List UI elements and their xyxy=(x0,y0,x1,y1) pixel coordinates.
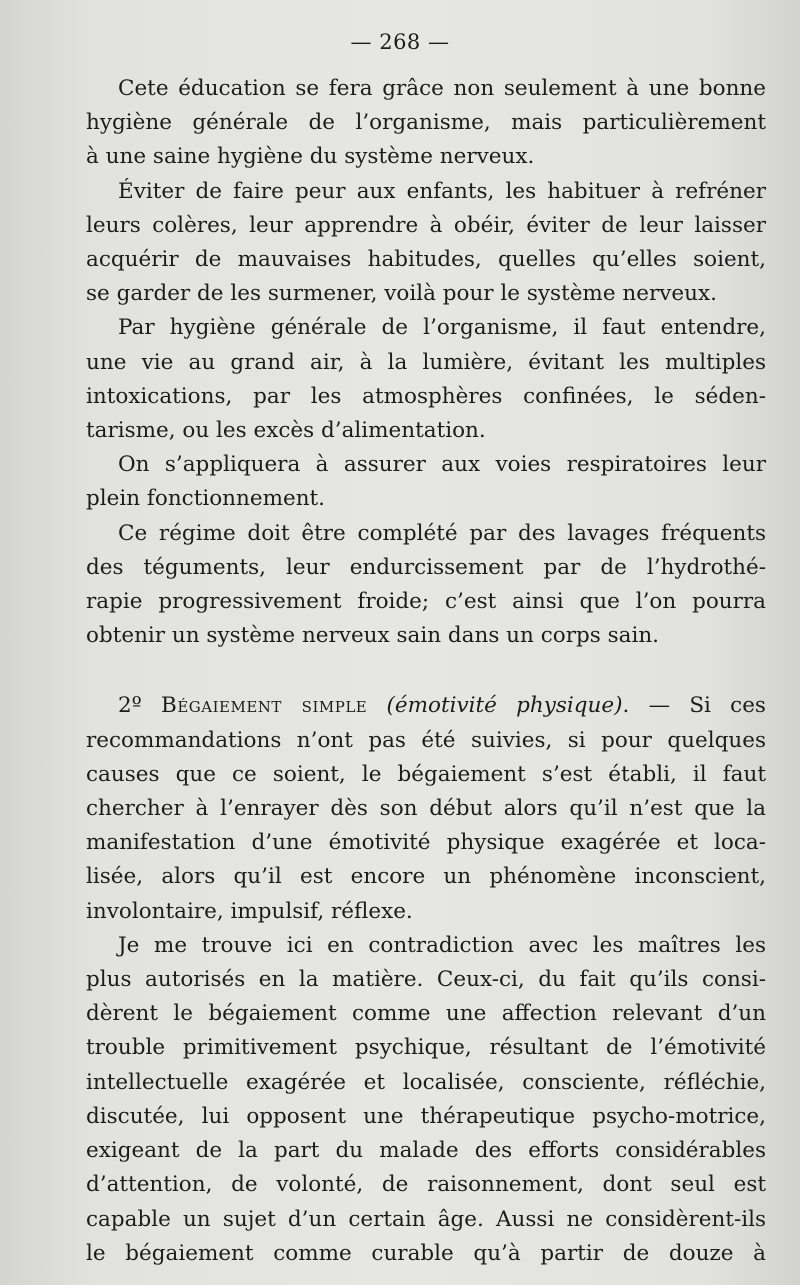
section-begaiement-simple xyxy=(86,689,766,928)
paragraph-eviter xyxy=(86,175,766,312)
text-line: recommandations n’ont pas été suivies, si pour quelques xyxy=(86,727,766,753)
text-line: intoxications, par les atmosphères confinées, le séden- xyxy=(86,383,766,409)
text-line: Je me trouve ici en contradiction avec les maîtres les xyxy=(118,932,766,958)
text-line: Cete éducation se fera grâce non seulement à une bonne xyxy=(118,76,766,101)
text-line: plus autorisés en la matière. Ceux-ci, du fait qu’ils consi- xyxy=(86,967,766,993)
text-line: Éviter de faire peur aux enfants, les habituer à refréner xyxy=(118,178,766,204)
section-heading: Bégaiement simple xyxy=(161,693,368,719)
text-line: discutée, lui opposent une thérapeutique psycho-motrice, xyxy=(86,1103,766,1129)
text-line: capable un sujet d’un certain âge. Aussi ne considèrent-ils xyxy=(86,1206,766,1232)
text-line: Ce régime doit être complété par des lavages fréquents xyxy=(118,520,766,546)
section-number: 2º xyxy=(118,693,142,719)
text-line: des téguments, leur endurcissement par de l’hydrothé- xyxy=(86,554,766,580)
section-subtitle: (émotivité physique) xyxy=(386,693,623,719)
section-gap xyxy=(86,653,766,689)
text-line: involontaire, impulsif, réflexe. xyxy=(86,898,413,924)
text-line: une vie au grand air, à la lumière, évitant les multiples xyxy=(86,349,766,375)
text-line: lisée, alors qu’il est encore un phénomène inconscient, xyxy=(86,864,766,890)
paragraph-contradiction xyxy=(86,929,766,1271)
text-line: hygiène générale de l’organisme, mais particulièrement xyxy=(86,110,766,136)
text-line: acquérir de mauvaises habitudes, quelles qu’elles soient, xyxy=(86,247,766,273)
section-heading-rest: . — Si ces xyxy=(622,693,766,719)
text-line: trouble primitivement psychique, résultant de l’émotivité xyxy=(86,1035,766,1061)
text-line: obtenir un système nerveux sain dans un corps sain. xyxy=(86,623,660,649)
text-line: le bégaiement comme curable qu’à partir de douze à xyxy=(86,1240,766,1266)
paragraph-regime xyxy=(86,517,766,654)
section-heading-line xyxy=(86,689,766,723)
text-line: Par hygiène générale de l’organisme, il faut entendre, xyxy=(118,315,766,341)
text-line: rapie progressivement froide; c’est ainsi que l’on pourra xyxy=(86,589,766,615)
text-line: intellectuelle exagérée et localisée, consciente, réfléchie, xyxy=(86,1069,766,1095)
text-line: d’attention, de volonté, de raisonnement, dont seul est xyxy=(86,1172,766,1198)
paragraph-respiration xyxy=(86,448,766,516)
text-line: exigeant de la part du malade des efforts considérables xyxy=(86,1138,766,1164)
text-line: dèrent le bégaiement comme une affection relevant d’un xyxy=(86,1001,766,1027)
text-line: leurs colères, leur apprendre à obéir, éviter de leur laisser xyxy=(86,212,766,238)
text-line: se garder de les surmener, voilà pour le système nerveux. xyxy=(86,281,717,307)
paragraph-education xyxy=(86,72,766,175)
text-line: plein fonctionnement. xyxy=(86,486,326,512)
page-number: — 268 — xyxy=(350,30,450,54)
text-line: à une saine hygiène du système nerveux. xyxy=(86,144,535,170)
text-line: tarisme, ou les excès d’alimentation. xyxy=(86,418,486,444)
text-line: On s’appliquera à assurer aux voies respiratoires leur xyxy=(118,452,766,478)
text-line: chercher à l’enrayer dès son début alors qu’il n’est que la xyxy=(86,796,766,822)
text-line: causes que ce soient, le bégaiement s’est établi, il faut xyxy=(86,761,766,787)
paragraph-hygiene xyxy=(86,311,766,448)
text-line: manifestation d’une émotivité physique exagérée et loca- xyxy=(86,830,766,856)
page-text xyxy=(86,72,766,1271)
